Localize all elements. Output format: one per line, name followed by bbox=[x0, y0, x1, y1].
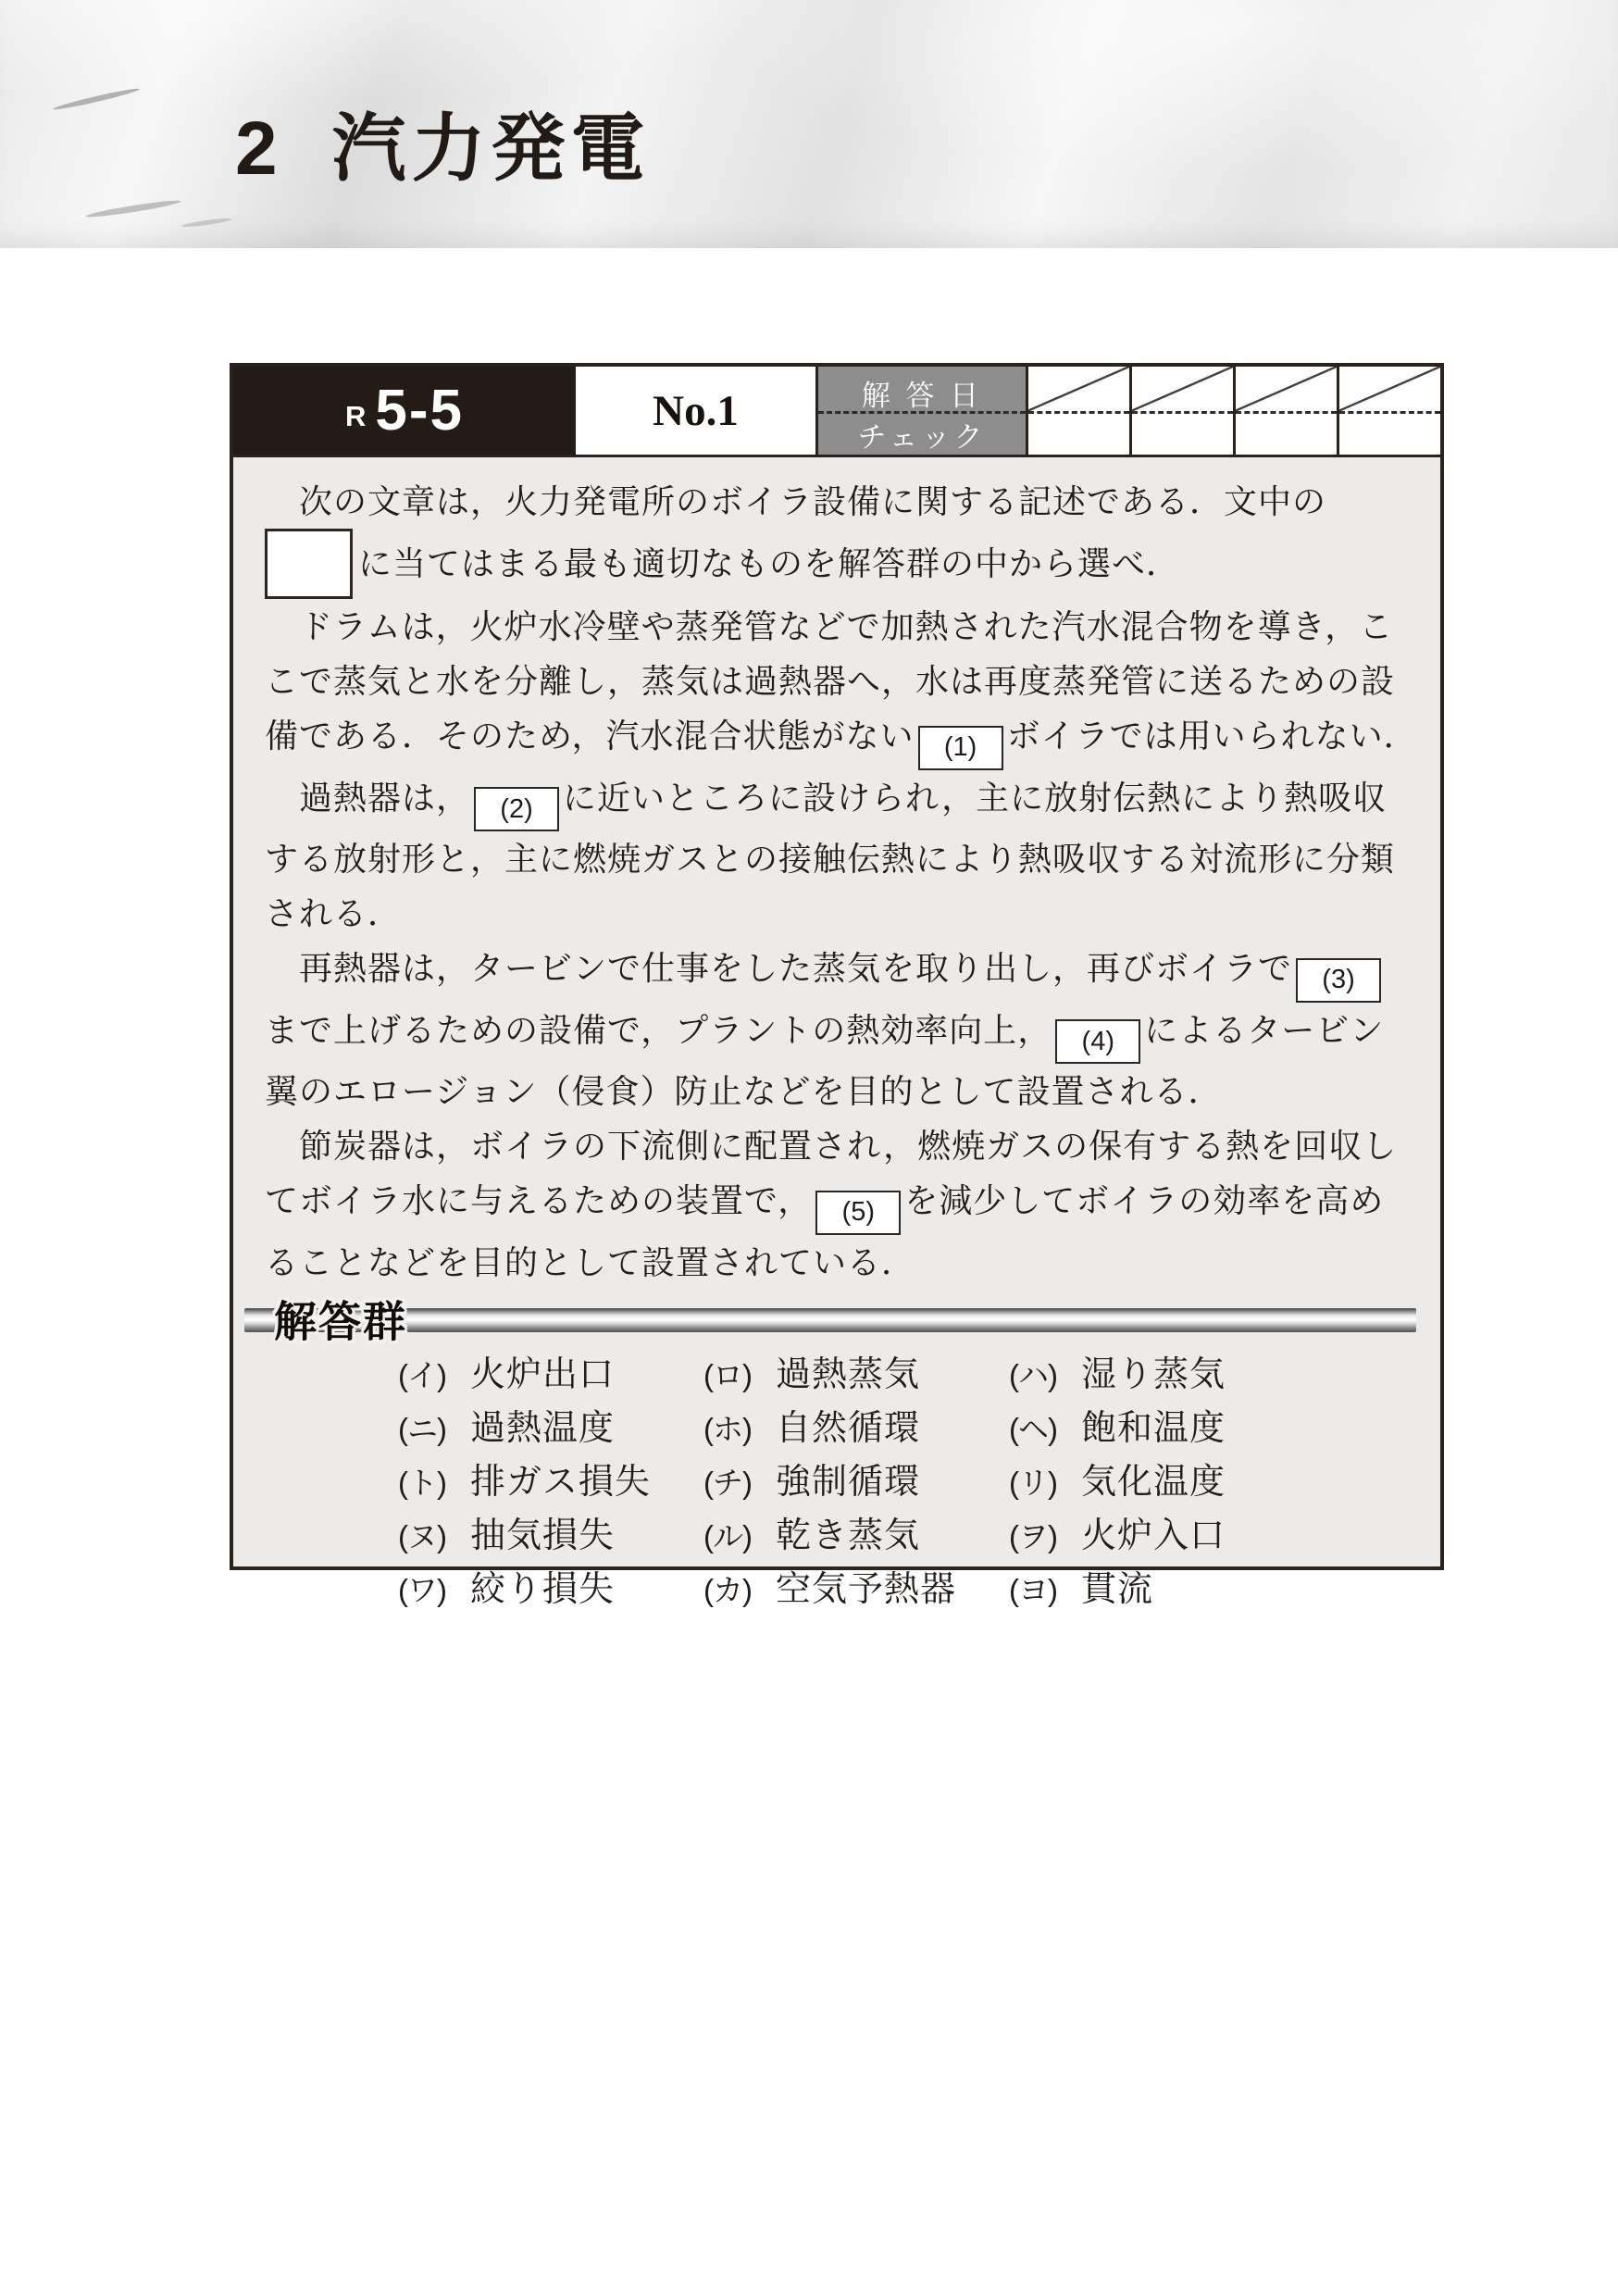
option-label: (ル) bbox=[703, 1518, 752, 1554]
paragraph-text: 節炭器は，ボイラの下流側に配置され，燃焼ガスの保有する熱を回収し bbox=[265, 1127, 1398, 1165]
answer-option bbox=[1009, 1464, 1422, 1502]
paragraph-text: 翼のエロージョン（侵食）防止などを目的として設置される． bbox=[265, 1072, 1223, 1110]
option-text: 火炉入口 bbox=[1080, 1516, 1226, 1555]
paragraph-text: に当てはまる最も適切なものを解答群の中から選べ． bbox=[358, 544, 1181, 582]
paragraph bbox=[265, 941, 1414, 1118]
empty-answer-box bbox=[265, 529, 353, 599]
option-label: (ヲ) bbox=[1009, 1518, 1057, 1554]
paragraph bbox=[265, 474, 1414, 599]
option-label: (ト) bbox=[398, 1465, 446, 1500]
answer-date-cell bbox=[1233, 367, 1337, 455]
option-text: 抽気損失 bbox=[469, 1516, 615, 1555]
blank-box: (1) bbox=[918, 726, 1003, 770]
chapter-banner bbox=[0, 0, 1618, 248]
option-label: (ロ) bbox=[703, 1357, 752, 1392]
answer-option bbox=[703, 1571, 1009, 1609]
answer-option bbox=[398, 1517, 703, 1555]
option-text: 自然循環 bbox=[775, 1408, 920, 1448]
paragraph-text: に近いところに設けられ，主に放射伝熱により熱吸収 bbox=[563, 778, 1388, 817]
option-label: (ニ) bbox=[398, 1411, 446, 1446]
answer-option bbox=[703, 1410, 1009, 1448]
answer-option bbox=[703, 1356, 1009, 1394]
paragraph-text: まで上げるための設備で，プラントの熱効率向上， bbox=[265, 1010, 1052, 1049]
option-text: 過熱温度 bbox=[469, 1408, 615, 1448]
answer-options bbox=[398, 1356, 1422, 1609]
paragraph-text: こで蒸気と水を分離し，蒸気は過熱器へ，水は再度蒸発管に送るための設 bbox=[265, 662, 1396, 700]
answer-date-label-cell bbox=[818, 367, 1026, 455]
paragraph bbox=[265, 770, 1414, 942]
paragraph-text: される． bbox=[265, 894, 403, 932]
option-text: 気化温度 bbox=[1080, 1462, 1226, 1502]
question-header-row bbox=[233, 367, 1440, 457]
paragraph-text: 次の文章は，火力発電所のボイラ設備に関する記述である．文中の bbox=[265, 482, 1327, 520]
option-label: (ハ) bbox=[1009, 1357, 1057, 1392]
paragraph-text: 再熱器は，タービンで仕事をした蒸気を取り出し，再びボイラで bbox=[265, 949, 1293, 987]
option-text: 乾き蒸気 bbox=[775, 1516, 920, 1555]
question-text bbox=[233, 457, 1440, 1290]
paragraph-text: を減少してボイラの効率を高め bbox=[904, 1181, 1385, 1219]
answer-option bbox=[1009, 1410, 1422, 1448]
option-text: 過熱蒸気 bbox=[775, 1354, 920, 1394]
answer-option bbox=[398, 1356, 703, 1394]
option-label: (イ) bbox=[398, 1357, 446, 1392]
answer-option bbox=[703, 1517, 1009, 1555]
answer-date-label: 解 答 日 bbox=[861, 380, 983, 412]
answer-date-cell bbox=[1129, 367, 1233, 455]
option-text: 火炉出口 bbox=[469, 1354, 615, 1394]
paragraph bbox=[265, 1118, 1414, 1290]
option-label: (カ) bbox=[703, 1572, 752, 1607]
diagonal-line-icon bbox=[1236, 367, 1337, 411]
blank-box: (4) bbox=[1055, 1019, 1140, 1064]
answer-option bbox=[398, 1571, 703, 1609]
answer-option bbox=[703, 1464, 1009, 1502]
paragraph-text: ボイラでは用いられない． bbox=[1006, 717, 1418, 755]
ripple-streak-icon bbox=[85, 198, 181, 219]
option-label: (リ) bbox=[1009, 1465, 1057, 1500]
diagonal-line-icon bbox=[1132, 367, 1233, 411]
option-text: 飽和温度 bbox=[1080, 1408, 1226, 1448]
option-text: 排ガス損失 bbox=[469, 1462, 651, 1502]
answer-group-title: 解答群 bbox=[274, 1297, 407, 1346]
answer-option bbox=[1009, 1356, 1422, 1394]
answer-date-cell bbox=[1026, 367, 1129, 455]
paragraph-text: ドラムは，火炉水冷壁や蒸発管などで加熱された汽水混合物を導き，こ bbox=[265, 607, 1394, 645]
option-text: 強制循環 bbox=[775, 1462, 920, 1502]
paragraph bbox=[265, 599, 1418, 770]
question-box bbox=[230, 363, 1444, 1609]
question-number-cell: No.1 bbox=[576, 367, 818, 455]
option-text: 空気予熱器 bbox=[775, 1569, 956, 1609]
option-label: (チ) bbox=[703, 1465, 752, 1500]
paragraph-text: ることなどを目的として設置されている． bbox=[265, 1242, 916, 1281]
option-label: (ヨ) bbox=[1009, 1572, 1057, 1607]
chapter-title-text: 汽力発電 bbox=[331, 107, 651, 190]
paragraph-text: する放射形と，主に燃焼ガスとの接触伝熱により熱吸収する対流形に分類 bbox=[265, 840, 1396, 878]
option-text: 湿り蒸気 bbox=[1080, 1354, 1226, 1394]
blank-box: (5) bbox=[815, 1191, 901, 1235]
answer-option bbox=[398, 1464, 703, 1502]
option-label: (ヌ) bbox=[398, 1518, 446, 1554]
chapter-title bbox=[235, 89, 651, 195]
paragraph-text: によるタービン bbox=[1144, 1010, 1385, 1049]
check-label: チェック bbox=[857, 421, 987, 454]
blank-box: (2) bbox=[474, 787, 559, 831]
answer-option bbox=[1009, 1571, 1422, 1609]
diagonal-line-icon bbox=[1339, 367, 1440, 411]
paragraph-text: てボイラ水に与えるための装置で， bbox=[265, 1181, 813, 1219]
chapter-number: 2 bbox=[235, 106, 280, 191]
paragraph-text: 過熱器は， bbox=[265, 778, 471, 817]
answer-date-cell bbox=[1337, 367, 1440, 455]
answer-group-bar bbox=[244, 1297, 1416, 1346]
option-label: (ヘ) bbox=[1009, 1411, 1057, 1446]
answer-option bbox=[1009, 1517, 1422, 1555]
option-text: 貫流 bbox=[1080, 1569, 1153, 1609]
diagonal-line-icon bbox=[1028, 367, 1129, 411]
question-id-prefix: R bbox=[345, 399, 367, 432]
option-text: 絞り損失 bbox=[469, 1569, 615, 1609]
ripple-streak-icon bbox=[181, 217, 231, 228]
option-label: (ホ) bbox=[703, 1411, 752, 1446]
ripple-streak-icon bbox=[53, 86, 141, 111]
answer-option bbox=[398, 1410, 703, 1448]
question-id-cell bbox=[233, 367, 576, 455]
option-label: (ワ) bbox=[398, 1572, 446, 1607]
paragraph-text: 備である．そのため，汽水混合状態がない bbox=[265, 717, 915, 755]
blank-box: (3) bbox=[1296, 958, 1381, 1003]
question-id-code: 5-5 bbox=[375, 379, 464, 443]
